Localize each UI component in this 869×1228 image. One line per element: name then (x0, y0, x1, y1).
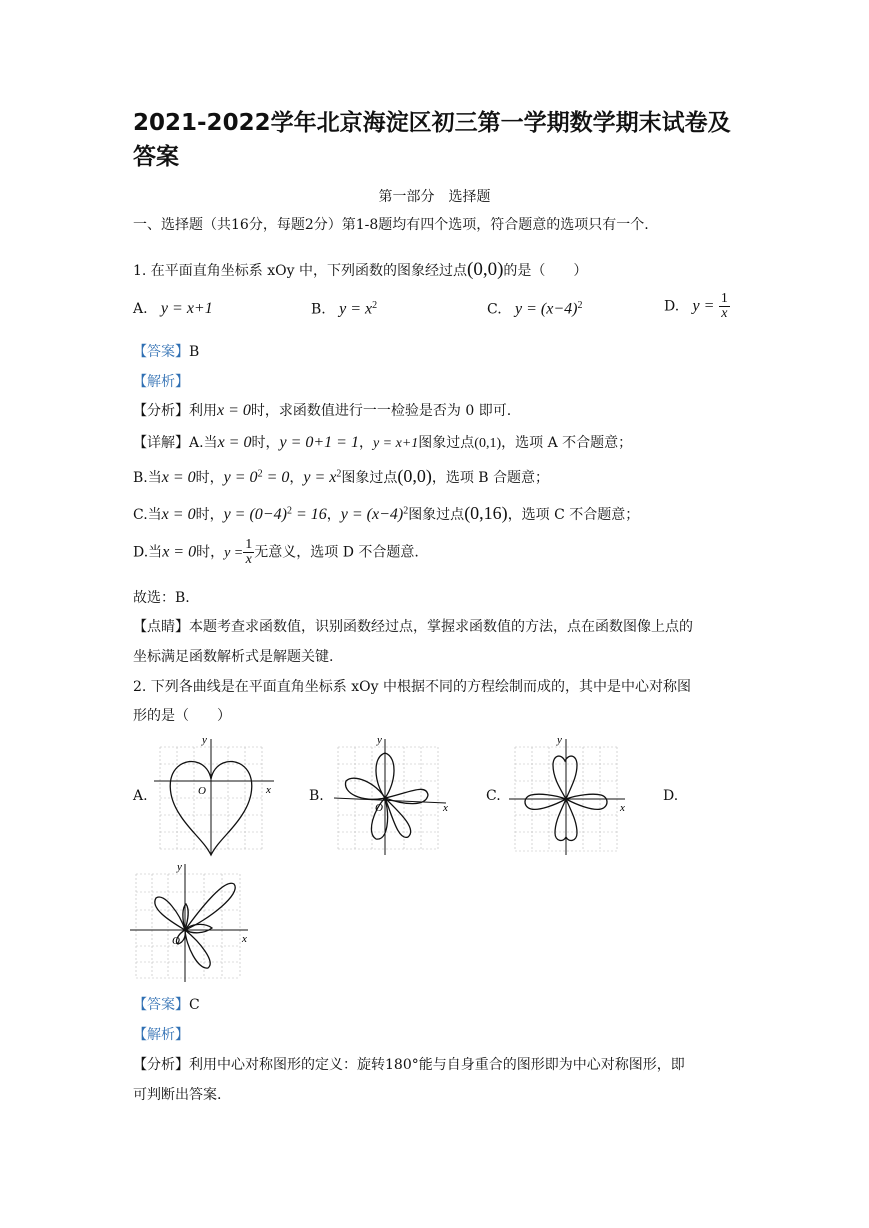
q1-fenxi (133, 400, 511, 420)
q1-stem-post: 的是（ ） (503, 263, 588, 279)
answer-tag: 【答案】 (133, 344, 189, 360)
q1-answer (133, 341, 199, 361)
q1-conclusion: 故选：B. (133, 590, 190, 606)
text: ，选项 B 合题意； (431, 470, 550, 486)
text: 时， (195, 507, 224, 523)
option-math: y = (x−4) (515, 300, 578, 318)
text: ， (326, 507, 341, 523)
text: 图象过点 (418, 435, 475, 451)
text: ， (289, 470, 304, 486)
q1-detail-a (133, 432, 632, 452)
text: ， (358, 435, 373, 451)
q2-fenxi (133, 1054, 685, 1074)
answer-tag: 【答案】 (133, 997, 189, 1013)
figure-d-butterfly (128, 858, 253, 983)
q1-jiexi: 【解析】 (133, 374, 189, 390)
math: y = x+1 (372, 436, 419, 451)
q1-dianjing (133, 616, 693, 636)
math: x = 0 (217, 434, 252, 451)
q1-stem-pre: 1. 在平面直角坐标系 xOy 中，下列函数的图象经过点 (133, 263, 467, 279)
text: C.当 (133, 507, 162, 523)
text: 无意义，选项 D 不合题意. (254, 544, 419, 561)
section-heading: 第一部分 选择题 (378, 189, 491, 205)
figure-c-four-hearts (507, 733, 637, 858)
exponent: 2 (257, 468, 263, 480)
x-axis-label: x (266, 784, 271, 796)
q2-label-b: B. (309, 788, 324, 804)
text: A.当 (189, 435, 218, 451)
q2-label-d: D. (663, 788, 679, 804)
fraction-numerator: 1 (245, 537, 253, 552)
fenxi-tag: 【分析】 (133, 1057, 189, 1073)
origin-label: O (375, 802, 383, 814)
dianjing-tag: 【点睛】 (133, 619, 189, 635)
math: y = (224, 545, 244, 561)
text: 时， (195, 470, 224, 486)
q1-point: (0,0) (467, 259, 504, 280)
math: x = 0 (217, 402, 251, 419)
figure-b-petals (332, 733, 457, 858)
q2-fenxi-2: 可判断出答案. (133, 1087, 222, 1103)
origin-label: O (198, 785, 206, 797)
option-math: y = x (339, 300, 373, 318)
text: B.当 (133, 470, 162, 486)
fraction (243, 538, 254, 567)
option-label: D. (664, 298, 680, 315)
text: 时， (251, 435, 280, 451)
option-label: A. (133, 301, 148, 317)
text: 利用中心对称图形的定义：旋转180°能与自身重合的图形即为中心对称图形，即 (189, 1057, 685, 1073)
text: 图象过点 (408, 507, 465, 523)
q2-label-a: A. (133, 788, 148, 804)
exponent: 2 (403, 505, 409, 517)
exponent: 2 (286, 505, 292, 517)
xiangjie-tag: 【详解】 (133, 435, 189, 451)
option-label: B. (311, 301, 326, 318)
q1-detail-d (133, 538, 419, 567)
option-label: C. (487, 301, 502, 318)
q1-dianjing-2: 坐标满足函数解析式是解题关键. (133, 649, 334, 665)
q1-detail-b (133, 466, 549, 487)
math: x = 0 (162, 543, 197, 561)
instructions: 一、选择题（共16分，每题2分）第1-8题均有四个选项，符合题意的选项只有一个. (133, 217, 649, 233)
q2-stem: 2. 下列各曲线是在平面直角坐标系 xOy 中根据不同的方程绘制而成的，其中是中心对称图 (133, 679, 691, 695)
q1-stem (133, 259, 587, 281)
q2-jiexi: 【解析】 (133, 1027, 189, 1043)
math: x = 0 (161, 506, 196, 523)
x-axis-label: x (443, 802, 448, 814)
math: y = x (303, 469, 337, 486)
math: x = 0 (161, 469, 196, 486)
fraction-denominator: x (721, 306, 728, 321)
q1-detail-c (133, 503, 639, 524)
answer-value: C (189, 997, 200, 1013)
math: (0,1) (474, 436, 502, 451)
q1-option-a (133, 300, 213, 318)
y-axis-label: y (377, 734, 382, 746)
q2-stem-2: 形的是（ ） (133, 708, 231, 724)
text: 时， (196, 544, 225, 561)
text: ，选项 A 不合题意； (501, 435, 633, 451)
origin-label: O (172, 935, 180, 947)
math: (0,16) (464, 503, 508, 523)
option-math: y = x+1 (160, 300, 213, 317)
figure-a-heart (150, 733, 280, 858)
text: ，选项 C 不合题意； (507, 507, 640, 523)
exponent: 2 (336, 468, 342, 480)
q1-option-b (311, 300, 377, 319)
math: y = 0+1 = 1 (279, 434, 359, 451)
math: = 0 (262, 469, 290, 486)
y-axis-label: y (202, 734, 207, 746)
fenxi-tag: 【分析】 (133, 403, 189, 419)
x-axis-label: x (620, 802, 625, 814)
page-title: 2021-2022学年北京海淀区初三第一学期数学期末试卷及答案 (133, 110, 731, 170)
math: y = (x−4) (340, 506, 404, 523)
math: y = (0−4) (223, 506, 287, 523)
text: 本题考查求函数值，识别函数经过点，掌握求函数值的方法，点在函数图像上点的 (189, 619, 693, 635)
option-exponent: 2 (577, 300, 583, 311)
y-axis-label: y (557, 734, 562, 746)
math: (0,0) (397, 466, 432, 486)
y-axis-label: y (177, 861, 182, 873)
q2-answer (133, 994, 200, 1014)
text: 时，求函数值进行一一检验是否为 0 即可. (250, 403, 512, 419)
math: = 16 (291, 506, 327, 523)
option-exponent: 2 (372, 300, 378, 311)
math: y = 0 (223, 469, 258, 486)
fraction-denominator: x (245, 552, 252, 567)
option-math: y = (692, 297, 715, 315)
answer-value: B (189, 344, 200, 360)
x-axis-label: x (242, 933, 247, 945)
text: 图象过点 (341, 470, 398, 486)
q2-label-c: C. (486, 788, 501, 804)
text: D.当 (133, 544, 163, 561)
q1-option-d (664, 292, 730, 321)
text: 利用 (189, 403, 217, 419)
fraction-numerator: 1 (720, 291, 728, 306)
q1-option-c (487, 300, 582, 319)
option-fraction (719, 292, 730, 321)
